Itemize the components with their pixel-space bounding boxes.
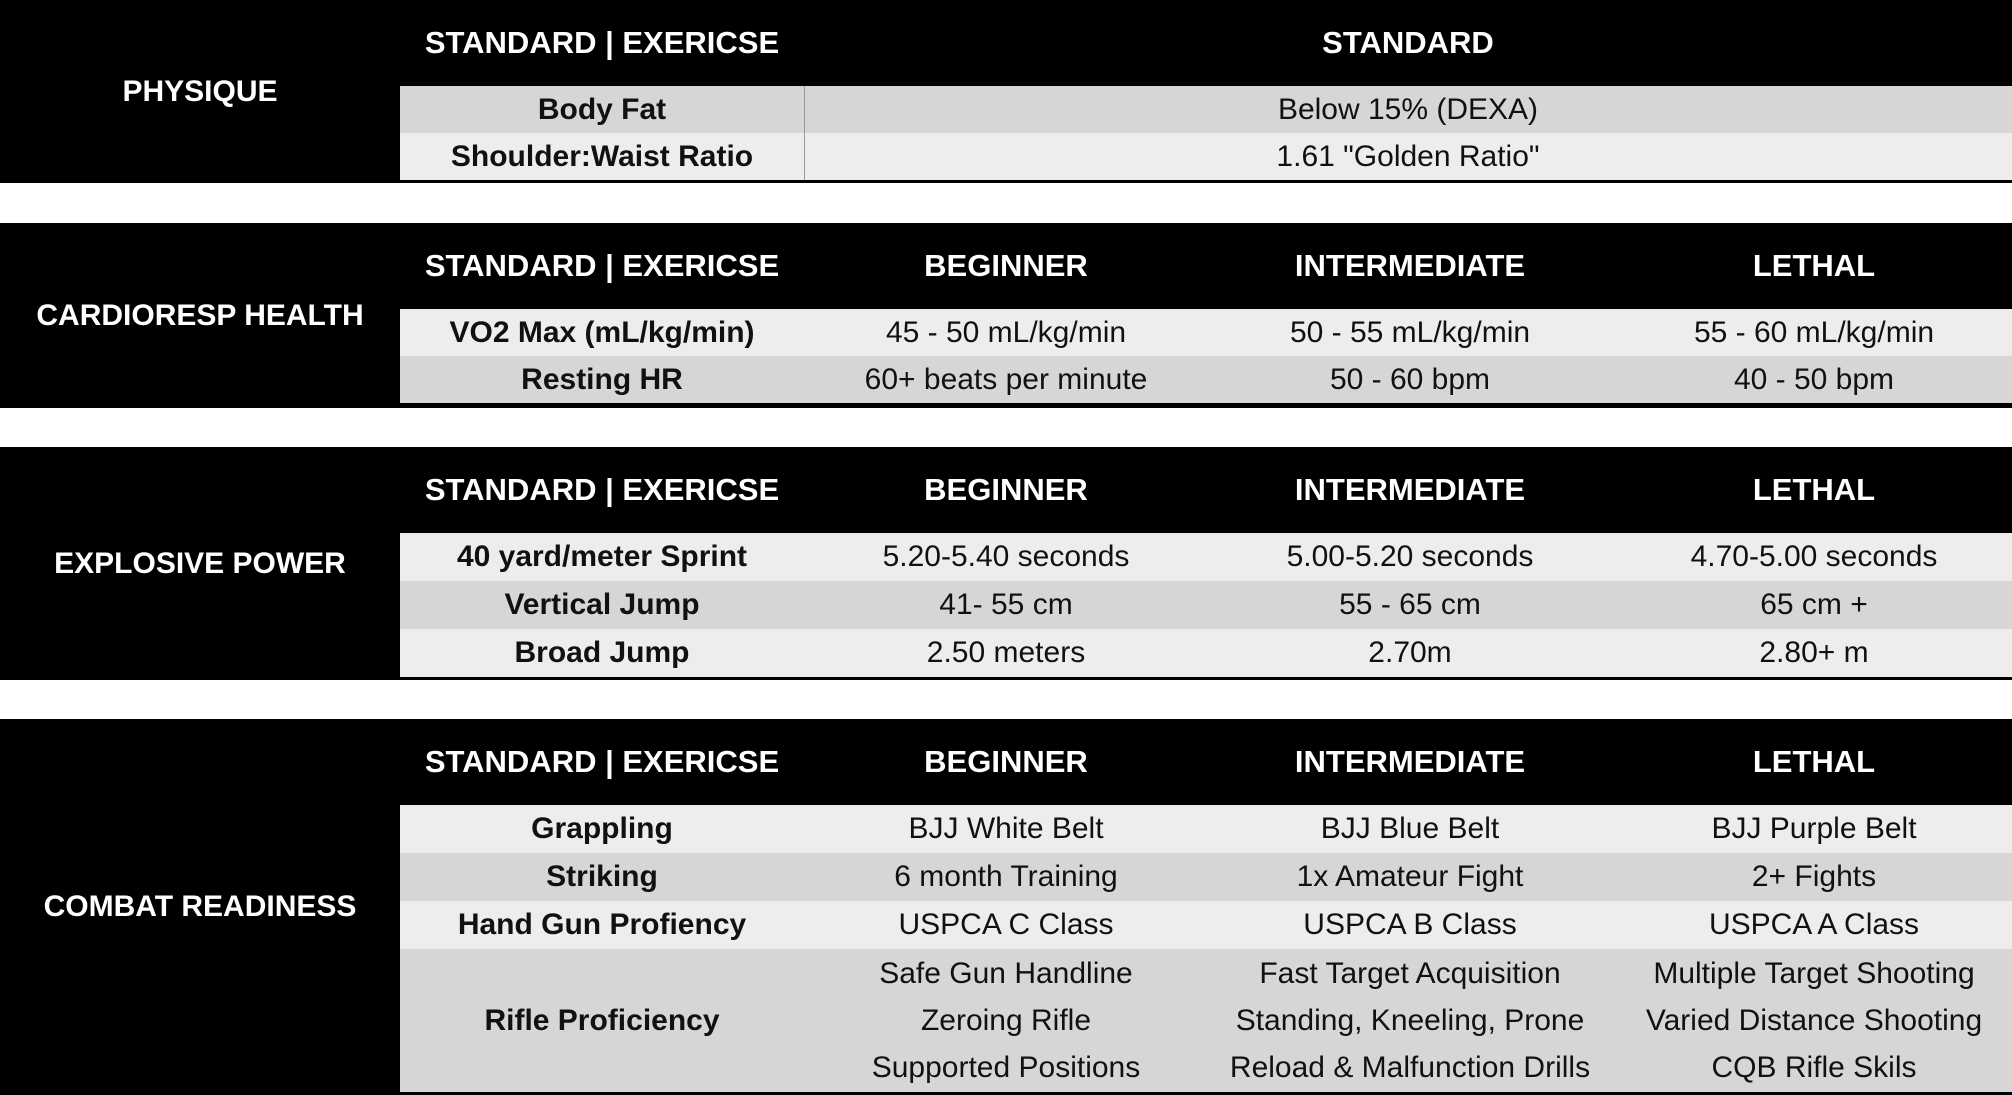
- table-row: [400, 629, 2012, 677]
- table-row: [400, 86, 2012, 133]
- table-cell: 45 - 50 mL/kg/min: [885, 315, 1127, 349]
- table-row: [400, 356, 2012, 403]
- table-row: [400, 853, 2012, 901]
- table-cell: 1x Amateur Fight: [1296, 860, 1524, 893]
- table-cell: 2+ Fights: [1751, 860, 1877, 893]
- table-cell: [1208, 949, 1612, 1092]
- table-cell: 55 - 60 mL/kg/min: [1693, 315, 1935, 349]
- row-label: Body Fat: [537, 92, 667, 126]
- column-header: INTERMEDIATE: [1294, 472, 1526, 507]
- column-header: LETHAL: [1752, 744, 1876, 779]
- table-cell: 40 - 50 bpm: [1733, 362, 1895, 396]
- table-row: [400, 581, 2012, 629]
- cell-line: Zeroing Rifle: [920, 1004, 1092, 1037]
- table-row: [400, 309, 2012, 356]
- table-header: [400, 223, 2012, 309]
- table-cell: [804, 949, 1208, 1092]
- row-label: Hand Gun Profiency: [457, 908, 747, 941]
- column-divider: [804, 86, 805, 180]
- column-header: STANDARD: [1322, 25, 1494, 60]
- table-cell: USPCA C Class: [898, 908, 1114, 941]
- row-label: Broad Jump: [514, 636, 690, 669]
- row-label: Resting HR: [521, 362, 683, 396]
- column-header: INTERMEDIATE: [1294, 248, 1526, 283]
- table-row: [400, 133, 2012, 180]
- column-header: STANDARD | EXERICSE: [424, 472, 780, 507]
- row-label: Rifle Proficiency: [484, 1003, 720, 1037]
- row-label: Shoulder:Waist Ratio: [450, 139, 754, 173]
- table-cell: 50 - 55 mL/kg/min: [1289, 315, 1531, 349]
- table-bottom-border: [400, 677, 2012, 680]
- row-label: 40 yard/meter Sprint: [456, 540, 748, 573]
- table-cell: 60+ beats per minute: [864, 362, 1148, 396]
- table-bottom-border: [400, 403, 2012, 406]
- table-cell: 2.70m: [1368, 636, 1452, 669]
- table-row: [400, 901, 2012, 949]
- table-cell: BJJ Purple Belt: [1711, 812, 1917, 845]
- table-header: [400, 447, 2012, 533]
- table-cell: USPCA B Class: [1303, 908, 1517, 941]
- column-header: STANDARD | EXERICSE: [424, 248, 780, 283]
- table-cell: [1612, 949, 2012, 1092]
- column-header: STANDARD | EXERICSE: [424, 744, 780, 779]
- category-label: COMBAT READINESS: [43, 890, 357, 923]
- category-label: CARDIORESP HEALTH: [36, 298, 364, 332]
- table-cell: 2.80+ m: [1759, 636, 1869, 669]
- table-cell: USPCA A Class: [1708, 908, 1920, 941]
- cell-line: Fast Target Acquisition: [1259, 957, 1561, 990]
- table-cell: 50 - 60 bpm: [1329, 362, 1491, 396]
- cell-line: Reload & Malfunction Drills: [1229, 1051, 1591, 1084]
- cell-line: Safe Gun Handline: [879, 957, 1133, 990]
- table-cell: 2.50 meters: [926, 636, 1086, 669]
- table-cell: 41- 55 cm: [939, 588, 1073, 621]
- row-label: Grappling: [531, 812, 673, 845]
- table-cell: 5.20-5.40 seconds: [882, 540, 1130, 573]
- category-label: PHYSIQUE: [122, 74, 278, 108]
- column-header: BEGINNER: [924, 248, 1088, 283]
- table-cell: 6 month Training: [894, 860, 1118, 893]
- table-cell: 1.61 "Golden Ratio": [1276, 139, 1540, 173]
- row-label: Striking: [546, 860, 658, 893]
- table-cell: 4.70-5.00 seconds: [1690, 540, 1938, 573]
- row-label: Vertical Jump: [504, 588, 700, 621]
- table-cell: BJJ Blue Belt: [1320, 812, 1500, 845]
- column-header: LETHAL: [1752, 248, 1876, 283]
- column-header: LETHAL: [1752, 472, 1876, 507]
- row-label: VO2 Max (mL/kg/min): [449, 315, 755, 349]
- section-combat-readiness: [0, 719, 2012, 1095]
- table-bottom-border: [400, 180, 2012, 183]
- table-row: [400, 805, 2012, 853]
- table-header: [400, 0, 2012, 86]
- cell-line: Varied Distance Shooting: [1645, 1004, 1983, 1037]
- cell-line: CQB Rifle Skils: [1711, 1051, 1917, 1084]
- section-cardioresp-health: [0, 223, 2012, 408]
- cell-line: Supported Positions: [871, 1051, 1141, 1084]
- table-header: [400, 719, 2012, 805]
- section-explosive-power: [0, 447, 2012, 680]
- column-header: BEGINNER: [924, 472, 1088, 507]
- table-row: [400, 949, 2012, 1092]
- table-cell: Below 15% (DEXA): [1277, 92, 1539, 126]
- table-row: [400, 533, 2012, 581]
- cell-line: Standing, Kneeling, Prone: [1235, 1004, 1585, 1037]
- cell-line: Multiple Target Shooting: [1653, 957, 1975, 990]
- table-cell: 55 - 65 cm: [1339, 588, 1481, 621]
- column-header: INTERMEDIATE: [1294, 744, 1526, 779]
- section-physique: [0, 0, 2012, 183]
- table-cell: 5.00-5.20 seconds: [1286, 540, 1534, 573]
- table-cell: 65 cm +: [1760, 588, 1868, 621]
- column-header: STANDARD | EXERICSE: [424, 25, 780, 60]
- category-label: EXPLOSIVE POWER: [54, 546, 346, 580]
- column-header: BEGINNER: [924, 744, 1088, 779]
- table-cell: BJJ White Belt: [908, 812, 1104, 845]
